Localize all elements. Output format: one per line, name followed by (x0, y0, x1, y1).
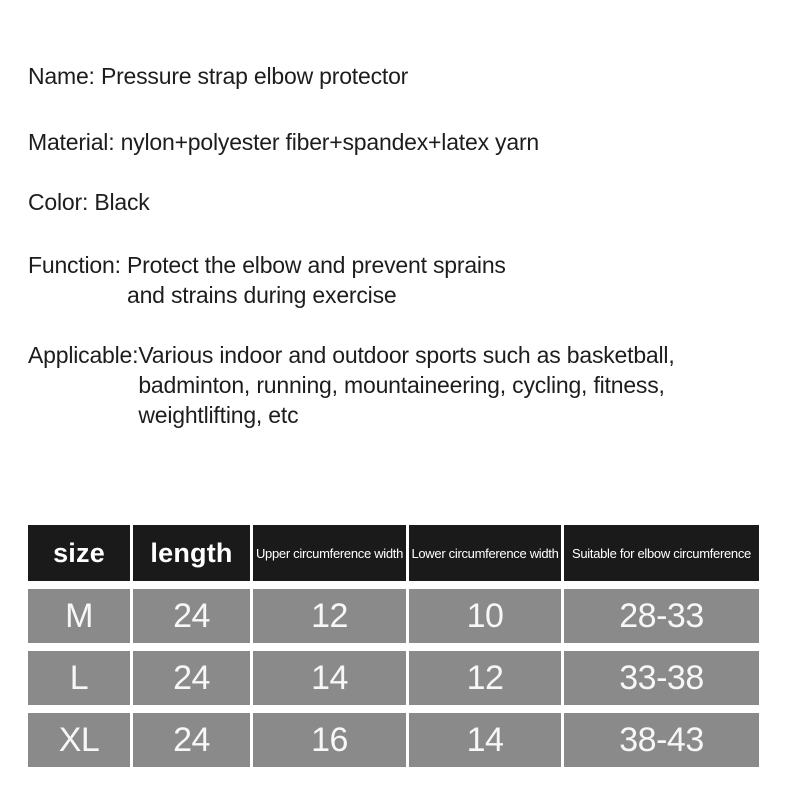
spec-text-applicable (138, 340, 794, 430)
size-table-cell-length: 24 (133, 713, 250, 767)
size-table-cell-size: M (28, 589, 130, 643)
size-chart-table (28, 525, 759, 767)
spec-text-line: Protect the elbow and prevent sprains (127, 252, 506, 278)
spec-label-name: Name: (28, 63, 101, 89)
spec-label-applicable: Applicable: (28, 342, 139, 368)
spec-row-function (28, 250, 794, 310)
spec-text-line: nylon+polyester fiber+spandex+latex yarn (120, 129, 540, 155)
size-table-cell-lower_width: 10 (409, 589, 561, 643)
spec-text-name (101, 61, 794, 91)
spec-label-function: Function: (28, 252, 127, 278)
size-table-cell-upper_width: 14 (253, 651, 406, 705)
size-table-cell-lower_width: 12 (409, 651, 561, 705)
spec-text-line: weightlifting, etc (138, 402, 299, 428)
spec-row-material (28, 127, 794, 157)
spec-text-line: Black (94, 189, 150, 215)
product-specs (28, 61, 794, 430)
size-table-cell-upper_width: 12 (253, 589, 406, 643)
size-table-cell-lower_width: 14 (409, 713, 561, 767)
spec-text-line: Pressure strap elbow protector (100, 63, 409, 89)
spec-row-color (28, 187, 794, 217)
spec-text-line: Various indoor and outdoor sports such as basketball, (138, 342, 675, 368)
size-table-header-cell: Upper circumference width (253, 525, 406, 581)
size-table-cell-elbow_circumference: 38-43 (564, 713, 759, 767)
size-table-cell-upper_width: 16 (253, 713, 406, 767)
spec-row-applicable (28, 340, 794, 430)
size-table-header-cell: Lower circumference width (409, 525, 561, 581)
size-table-cell-elbow_circumference: 28-33 (564, 589, 759, 643)
size-table-header-cell: Suitable for elbow circumference (564, 525, 759, 581)
spec-row-name (28, 61, 794, 91)
size-table-cell-size: XL (28, 713, 130, 767)
spec-text-line: badminton, running, mountaineering, cycling, fitness, (138, 372, 665, 398)
size-table-cell-elbow_circumference: 33-38 (564, 651, 759, 705)
spec-label-color: Color: (28, 189, 95, 215)
spec-text-material (121, 127, 794, 157)
size-table-header-cell: length (133, 525, 250, 581)
size-table-cell-length: 24 (133, 589, 250, 643)
size-table-header-cell: size (28, 525, 130, 581)
spec-text-color (94, 187, 794, 217)
spec-text-function (127, 250, 794, 310)
spec-label-material: Material: (28, 129, 121, 155)
size-table-cell-size: L (28, 651, 130, 705)
spec-text-line: and strains during exercise (127, 282, 397, 308)
size-table-cell-length: 24 (133, 651, 250, 705)
